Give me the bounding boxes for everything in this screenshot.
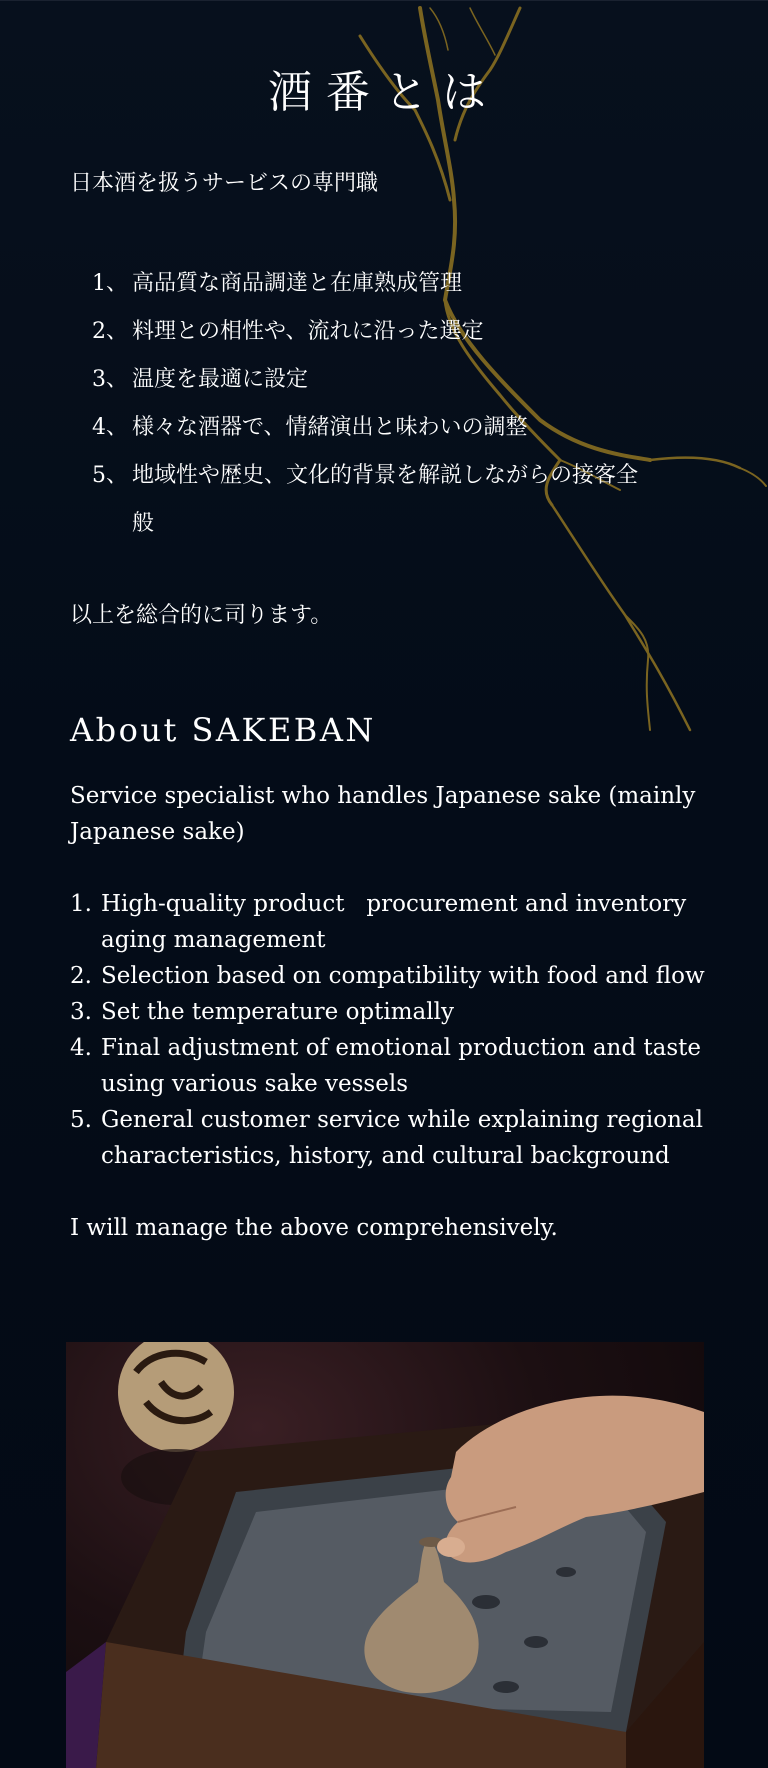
- list-item-number: 3、: [92, 367, 128, 392]
- list-item: [70, 1030, 720, 1102]
- list-item-number: 1、: [92, 271, 128, 296]
- list-item-number: 1.: [70, 891, 92, 917]
- list-item-text: Set the temperature optimally: [101, 999, 454, 1025]
- list-item-text: 地域性や歴史、文化的背景を解説しながらの接客全般: [132, 463, 639, 536]
- list-item-text: 温度を最適に設定: [132, 367, 309, 392]
- list-item: [70, 958, 720, 994]
- list-item-number: 4、: [92, 415, 128, 440]
- sake-warming-photo: [66, 1342, 704, 1768]
- list-item-number: 3.: [70, 999, 92, 1025]
- jp-intro-text: 日本酒を扱うサービスの専門職: [70, 171, 379, 196]
- list-item: [70, 1102, 720, 1174]
- list-item-text: 様々な酒器で、情緒演出と味わいの調整: [132, 415, 528, 440]
- en-intro-text: Service specialist who handles Japanese sake (mainly Japanese sake): [70, 783, 696, 845]
- list-item-text: Selection based on compatibility with food and flow: [101, 963, 705, 989]
- top-rule: [0, 0, 768, 1]
- list-item-text: Final adjustment of emotional production and taste using various sake vessels: [101, 1035, 702, 1097]
- en-section-heading: About SAKEBAN: [70, 711, 376, 749]
- list-item-number: 5.: [70, 1107, 92, 1133]
- list-item: [92, 404, 692, 452]
- list-item: [92, 308, 692, 356]
- list-item-number: 2、: [92, 319, 128, 344]
- jp-duty-list: [92, 260, 692, 548]
- list-item: [92, 260, 692, 308]
- list-item: [92, 356, 692, 404]
- list-item-text: High-quality product procurement and inventory aging management: [101, 891, 687, 953]
- list-item: [92, 452, 652, 548]
- list-item-number: 4.: [70, 1035, 92, 1061]
- jp-summary-text: 以上を総合的に司ります。: [70, 603, 333, 628]
- list-item-number: 2.: [70, 963, 92, 989]
- page-title: 酒番とは: [268, 67, 500, 118]
- list-item-text: General customer service while explaining regional characteristics, history, and cultural background: [101, 1107, 703, 1169]
- list-item-number: 5、: [92, 463, 128, 488]
- list-item-text: 料理との相性や、流れに沿った選定: [132, 319, 484, 344]
- list-item: [70, 994, 720, 1030]
- list-item-text: 高品質な商品調達と在庫熟成管理: [132, 271, 463, 296]
- list-item: [70, 886, 720, 958]
- en-duty-list: [70, 886, 720, 1174]
- en-summary-text: I will manage the above comprehensively.: [70, 1215, 558, 1241]
